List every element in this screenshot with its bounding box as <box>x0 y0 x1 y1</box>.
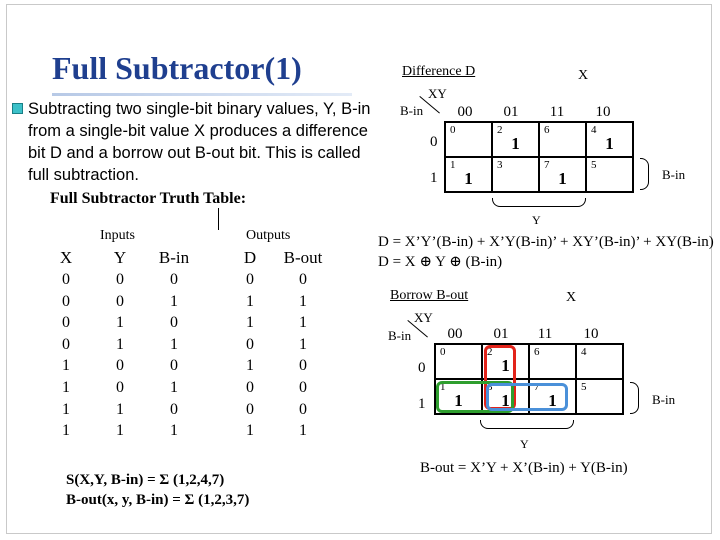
borrow-formula: B-out(x, y, B-in) = Σ (1,2,3,7) <box>66 492 250 508</box>
truth-table-header: X <box>59 248 73 267</box>
kmap-bout-loop-blue <box>486 383 568 411</box>
sum-formula: S(X,Y, B-in) = Σ (1,2,4,7) <box>66 472 225 488</box>
truth-table-cell: 0 <box>299 357 307 375</box>
truth-table-cell: 1 <box>170 335 178 353</box>
kmap-cell <box>445 157 492 192</box>
truth-table-header: D <box>243 248 257 267</box>
title-rule <box>52 93 352 96</box>
kmap-cell-index: 1 <box>440 381 446 393</box>
truth-table-column-bin <box>150 246 198 442</box>
truth-table-cell: 1 <box>170 422 178 440</box>
truth-table-cell: 1 <box>170 292 178 310</box>
kmap-bout-bin-label: B-in <box>388 328 412 343</box>
kmap-cell <box>529 344 576 379</box>
truth-table-cell: 1 <box>299 335 307 353</box>
kmap-cell <box>586 122 633 157</box>
outputs-label: Outputs <box>246 228 291 243</box>
kmap-bout-bottom-label: Y <box>520 437 529 451</box>
kmap-bout-xy-label: XY <box>414 310 433 325</box>
kmap-cell <box>445 122 492 157</box>
kmap-cell-value: 1 <box>454 391 463 410</box>
kmap-cell <box>586 157 633 192</box>
kmap-cell-index: 3 <box>497 159 503 171</box>
truth-table-cell: 1 <box>170 378 178 396</box>
truth-table-cell: 0 <box>116 271 124 288</box>
kmap-cell-index: 6 <box>544 124 550 136</box>
kmap-d-title: Difference D <box>402 64 476 79</box>
kmap-cell-index: 4 <box>591 124 597 136</box>
kmap-d-side-label: B-in <box>662 167 686 182</box>
kmap-d-grid <box>444 121 634 193</box>
truth-table-cell: 0 <box>246 400 254 418</box>
truth-table-cell: 0 <box>299 271 307 288</box>
kmap-d-equation-1: D = X’Y’(B-in) + X’Y(B-in)’ + XY’(B-in)’ + XY(B-in) <box>378 234 714 250</box>
kmap-cell-index: 2 <box>497 124 503 136</box>
kmap-d-col-11: 11 <box>549 104 565 120</box>
kmap-bout-bin-bracket <box>630 382 639 414</box>
truth-table-cell: 1 <box>62 422 70 440</box>
truth-table-cell: 0 <box>170 400 178 418</box>
kmap-bout-col-00: 00 <box>447 326 463 342</box>
truth-table-cell: 0 <box>62 335 70 353</box>
kmap-cell-index: 6 <box>534 346 540 358</box>
kmap-cell <box>435 344 482 379</box>
kmap-bout-side-label: B-in <box>652 392 676 407</box>
truth-table-cell: 0 <box>170 357 178 375</box>
truth-table-column-y <box>105 246 135 442</box>
kmap-d-row-0: 0 <box>430 134 438 150</box>
kmap-cell-index: 7 <box>534 381 540 393</box>
heading-connector-line <box>218 208 219 230</box>
kmap-cell-value: 1 <box>558 169 567 188</box>
kmap-cell-index: 1 <box>450 159 456 171</box>
kmap-bout-x-label: X <box>566 290 577 305</box>
kmap-d-equation-2: D = X ⊕ Y ⊕ (B-in) <box>378 254 503 270</box>
truth-table-cell: 0 <box>299 378 307 396</box>
kmap-cell-value: 1 <box>501 356 510 375</box>
truth-table-cell: 1 <box>246 357 254 375</box>
kmap-cell <box>492 122 539 157</box>
truth-table-cell: 0 <box>62 314 70 332</box>
truth-table-header: Y <box>113 248 127 267</box>
bullet-text: Subtracting two single-bit binary values, Y, B-in from a single-bit value X produces a difference bit D and a borrow out B-out bit. This is called full subtraction. <box>28 100 371 184</box>
truth-table-cell: 0 <box>62 271 70 288</box>
kmap-d-col-01: 01 <box>503 104 519 120</box>
kmap-cell-index: 7 <box>544 159 550 171</box>
kmap-d-col-10: 10 <box>595 104 611 120</box>
kmap-cell-value: 1 <box>605 134 614 153</box>
truth-table-cell: 0 <box>62 292 70 310</box>
kmap-bout-row-1: 1 <box>418 396 426 412</box>
inputs-label: Inputs <box>100 228 135 243</box>
kmap-d-bin-bracket <box>640 158 649 190</box>
kmap-d-x-label: X <box>578 68 589 83</box>
kmap-cell-index: 0 <box>450 124 456 136</box>
truth-table-cell: 1 <box>246 314 254 332</box>
kmap-cell <box>576 344 623 379</box>
kmap-bout-title: Borrow B-out <box>390 288 469 303</box>
truth-table-header: B-out <box>283 248 323 267</box>
kmap-d-bin-label: B-in <box>400 103 424 118</box>
kmap-d-xy-label: XY <box>428 86 447 101</box>
truth-table-cell: 0 <box>246 335 254 353</box>
truth-table-cell: 0 <box>246 378 254 396</box>
kmap-bout-equation: B-out = X’Y + X’(B-in) + Y(B-in) <box>420 460 628 476</box>
truth-table-cell: 0 <box>299 400 307 418</box>
bullet-icon <box>12 103 23 114</box>
kmap-d-y-bracket <box>492 198 586 207</box>
truth-table-cell: 0 <box>116 292 124 310</box>
truth-table-cell: 1 <box>299 314 307 332</box>
kmap-bout-col-10: 10 <box>583 326 599 342</box>
truth-table-cell: 1 <box>116 314 124 332</box>
truth-table-header: B-in <box>158 248 190 267</box>
kmap-cell <box>492 157 539 192</box>
kmap-cell-value: 1 <box>464 169 473 188</box>
truth-table-cell: 1 <box>299 422 307 440</box>
kmap-bout-y-bracket <box>480 420 574 429</box>
slide-title: Full Subtractor(1) <box>52 50 302 86</box>
kmap-cell-value: 1 <box>511 134 520 153</box>
truth-table-cell: 0 <box>170 271 178 288</box>
kmap-cell-index: 5 <box>591 159 597 171</box>
truth-table-cell: 1 <box>62 357 70 375</box>
truth-table-cell: 1 <box>299 292 307 310</box>
kmap-cell-index: 0 <box>440 346 446 358</box>
kmap-d-col-00: 00 <box>457 104 473 120</box>
kmap-cell-value: 1 <box>548 391 557 410</box>
kmap-cell-index: 2 <box>487 346 493 358</box>
truth-table-column-bout <box>276 246 330 442</box>
truth-table-cell: 1 <box>116 400 124 418</box>
kmap-bout-col-11: 11 <box>537 326 553 342</box>
truth-table-cell: 0 <box>116 357 124 375</box>
truth-table-cell: 1 <box>62 400 70 418</box>
truth-table-column-x <box>52 246 80 442</box>
kmap-cell <box>576 379 623 414</box>
kmap-cell-index: 4 <box>581 346 587 358</box>
kmap-d-row-1: 1 <box>430 170 438 186</box>
kmap-cell-index: 3 <box>487 381 493 393</box>
kmap-cell-index: 5 <box>581 381 587 393</box>
truth-table-cell: 1 <box>116 422 124 440</box>
truth-table-cell: 0 <box>246 271 254 288</box>
truth-table-cell: 1 <box>246 422 254 440</box>
kmap-d-bottom-label: Y <box>532 213 541 227</box>
truth-table-heading: Full Subtractor Truth Table: <box>50 190 247 207</box>
kmap-cell <box>539 122 586 157</box>
truth-table-cell: 0 <box>170 314 178 332</box>
truth-table-cell: 1 <box>116 335 124 353</box>
kmap-bout-col-01: 01 <box>493 326 509 342</box>
kmap-bout-row-0: 0 <box>418 360 426 376</box>
kmap-cell-value: 1 <box>501 391 510 410</box>
truth-table-column-d <box>236 246 264 442</box>
truth-table-cell: 1 <box>62 378 70 396</box>
truth-table-cell: 1 <box>246 292 254 310</box>
kmap-cell <box>539 157 586 192</box>
truth-table-cell: 0 <box>116 378 124 396</box>
